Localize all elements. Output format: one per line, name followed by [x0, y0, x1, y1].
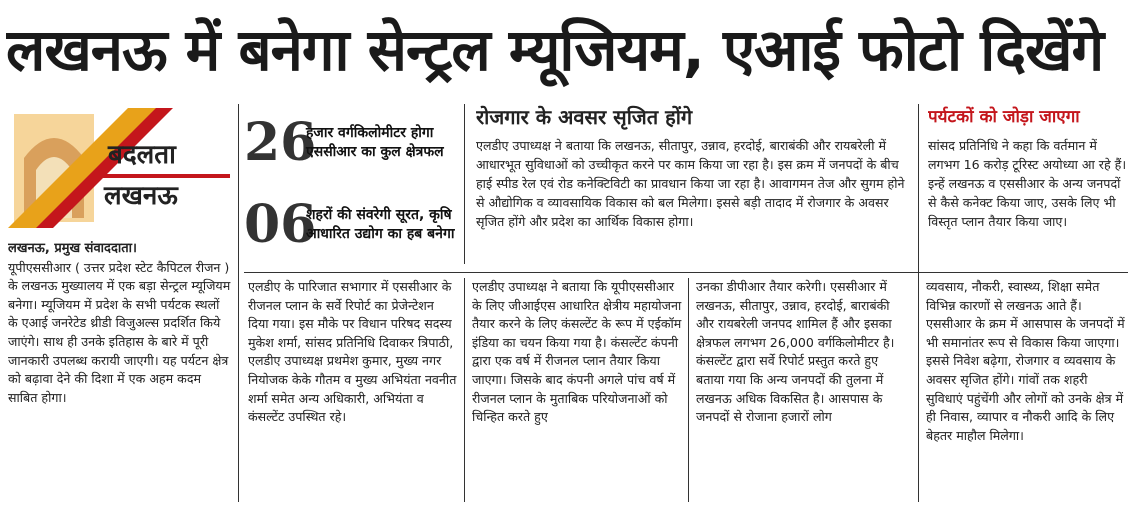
stat-number: 06	[244, 194, 317, 255]
column-4: व्यवसाय, नौकरी, स्वास्थ्य, शिक्षा समेत विभिन्न कारणों से लखनऊ आते हैं। एससीआर के क्रम में आसपास के जनपदों में भी समानांतर रूप से विकास किया जाएगा। इससे निवेश बढ़ेगा, रोजगार व व्यवसाय के अवसर सृजित होंगे। गांवों तक शहरी सुविधाएं पहुंचेंगी और लोगों को उनके क्षेत्र में ही निवास, व्यापार व नौकरी आदि के लिए बेहतर माहौल मिलेगा।	[926, 279, 1125, 443]
section-tourists	[928, 104, 1128, 264]
section-text: एलडीए उपाध्यक्ष ने बताया कि लखनऊ, सीतापुर, उन्नाव, हरदोई, बाराबंकी और रायबरेली में आधारभूत सुविधाओं को उच्चीकृत करने पर काम किया जा रहा है। इस क्रम में जनपदों के बीच हाई स्पीड रेल एवं रोड कनेक्टिविटी का प्रावधान किया जा रहा है। आवागमन तेज और सुगम होने से औद्योगिक व व्यावसायिक विकास को बल मिलेगा। इससे बड़ी तादाद में रोजगार के अवसर सृजित होंगे और प्रदेश का आर्थिक विकास होगा।	[476, 138, 905, 229]
logo-line1: बदलता	[108, 140, 176, 170]
intro-text: यूपीएससीआर ( उत्तर प्रदेश स्टेट कैपिटल रीजन ) के लखनऊ मुख्यालय में एक बड़ा सेन्ट्रल म्यूजियम बनेगा। म्यूजियम में प्रदेश के सभी पर्यटक स्थलों के एआई जनरेटेड थ्रीडी विजुअल्स प्रदर्शित किये जाएंगे। साथ ही उनके इतिहास के बारे में पूरी जानकारी उपलब्ध करायी जाएगी। यह पर्यटन क्षेत्र को बढ़ावा देने की दिशा में एक अहम कदम साबित होगा।	[8, 259, 231, 405]
column-3: उनका डीपीआर तैयार करेगी। एससीआर में लखनऊ, सीतापुर, उन्नाव, हरदोई, बाराबंकी और रायबरेली जनपद शामिल हैं और इसका क्षेत्रफल लगभग 26,000 वर्गकिलोमीटर है। कंसल्टेंट द्वारा सर्वे रिपोर्ट प्रस्तुत करते हुए बताया गया कि अन्य जनपदों की तुलना में लखनऊ अधिक विकसित है। आसपास के जनपदों से रोजाना हजारों लोग	[696, 279, 895, 425]
headline: लखनऊ में बनेगा सेन्ट्रल म्यूजियम, एआई फोटो दिखेंगे	[6, 16, 1104, 84]
logo-line2: लखनऊ	[104, 181, 178, 211]
stat-number: 26	[244, 112, 317, 173]
badalta-lucknow-logo	[8, 108, 233, 228]
section-title: रोजगार के अवसर सृजित होंगे	[476, 105, 693, 129]
section-employment	[476, 104, 908, 264]
intro-column	[8, 240, 232, 502]
stat-item	[244, 104, 460, 182]
stat-label: शहरों की संवरेगी सूरत, कृषि आधारित उद्योग का हब बनेगा	[306, 207, 455, 242]
stat-item	[244, 186, 460, 264]
section-title: पर्यटकों को जोड़ा जाएगा	[928, 107, 1080, 127]
section-text: सांसद प्रतिनिधि ने कहा कि वर्तमान में लगभग 16 करोड़ टूरिस्ट अयोध्या आ रहे हैं। इन्हें लखनऊ व एससीआर के अन्य जनपदों से कैसे कनेक्ट किया जाए, उसके लिए भी विस्तृत प्लान तैयार किया जाए।	[928, 138, 1127, 229]
column-2: एलडीए उपाध्यक्ष ने बताया कि यूपीएससीआर के लिए जीआईएस आधारित क्षेत्रीय महायोजना तैयार करने के लिए कंसल्टेंट के रूप में एईकॉम इंडिया का चयन किया गया है। कंसल्टेंट कंपनी द्वारा एक वर्ष में रीजनल प्लान तैयार किया जाएगा। जिसके बाद कंपनी अगले पांच वर्ष में रीजनल प्लान के मुताबिक परियोजनाओं को चिन्हित करते हुए	[472, 279, 682, 425]
column-1: एलडीए के पारिजात सभागार में एससीआर के रीजनल प्लान के सर्वे रिपोर्ट का प्रेजेन्टेशन दिया गया। इस मौके पर विधान परिषद सदस्य मुकेश शर्मा, सांसद प्रतिनिधि दिवाकर त्रिपाठी, एलडीए उपाध्यक्ष प्रथमेश कुमार, मुख्य नगर नियोजक केके गौतम व मुख्य अभियंता नवनीत शर्मा समेत अन्य अधिकारी, अभियंता व कंसल्टेंट उपस्थित रहे।	[248, 279, 457, 425]
byline: लखनऊ, प्रमुख संवाददाता।	[8, 241, 137, 256]
stat-label: हजार वर्गकिलोमीटर होगा एससीआर का कुल क्षेत्रफल	[306, 125, 444, 160]
stats-box	[244, 104, 460, 266]
logo-graphic	[8, 108, 233, 228]
